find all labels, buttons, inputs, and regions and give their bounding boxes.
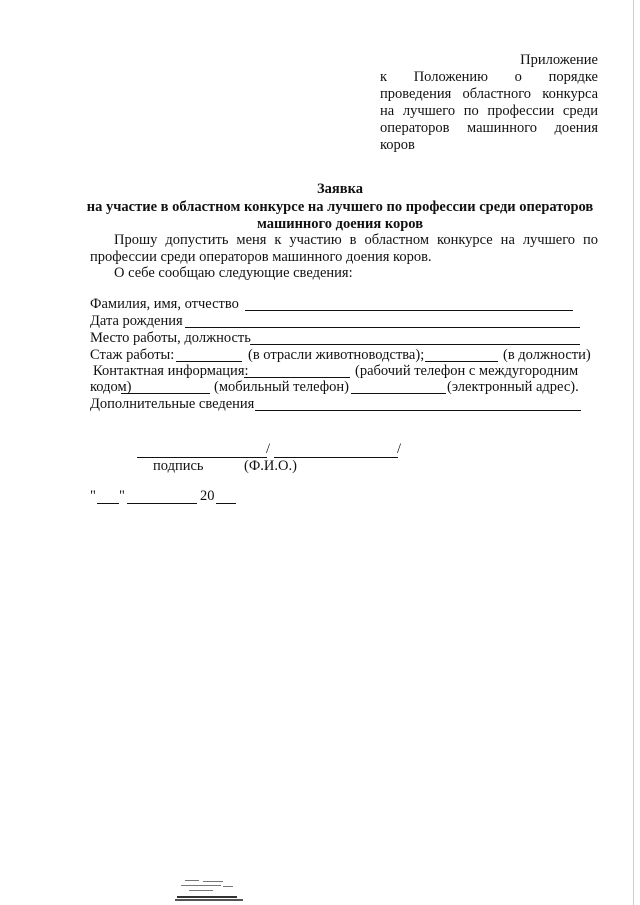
experience-livestock-label: (в отрасли животноводства); bbox=[248, 347, 425, 363]
appendix-heading: Приложение bbox=[520, 52, 598, 68]
date-quote-open: " bbox=[90, 488, 96, 504]
contact-info-label: Контактная информация: bbox=[93, 363, 249, 379]
experience-position-field[interactable] bbox=[425, 361, 498, 362]
mobile-phone-label: (мобильный телефон) bbox=[214, 379, 349, 395]
document-subtitle-line-1: на участие в областном конкурсе на лучшего по профессии среди операторов bbox=[86, 199, 594, 215]
request-paragraph bbox=[90, 232, 598, 266]
experience-label: Стаж работы: bbox=[90, 347, 175, 363]
slash-2: / bbox=[397, 441, 402, 457]
slash-1: / bbox=[266, 441, 271, 457]
mobile-phone-field[interactable] bbox=[121, 393, 210, 394]
email-label: (электронный адрес). bbox=[447, 379, 579, 395]
date-quote-close: " bbox=[119, 488, 125, 504]
appendix-block bbox=[380, 52, 598, 154]
full-name-field[interactable] bbox=[245, 310, 573, 311]
email-field[interactable] bbox=[351, 393, 446, 394]
self-info-intro: О себе сообщаю следующие сведения: bbox=[114, 265, 353, 281]
work-phone-label: (рабочий телефон с междугородним bbox=[355, 363, 579, 379]
experience-livestock-field[interactable] bbox=[176, 361, 242, 362]
document-title: Заявка bbox=[317, 181, 363, 197]
work-phone-field[interactable] bbox=[244, 377, 350, 378]
date-day-field[interactable] bbox=[97, 503, 119, 504]
area-code-label: кодом) bbox=[90, 379, 132, 395]
page-edge bbox=[633, 0, 634, 905]
experience-position-label: (в должности) bbox=[503, 347, 591, 363]
birth-date-field[interactable] bbox=[185, 327, 580, 328]
date-year-field[interactable] bbox=[216, 503, 236, 504]
full-name-label: Фамилия, имя, отчество bbox=[90, 296, 239, 312]
fio-label: (Ф.И.О.) bbox=[244, 458, 297, 474]
appendix-text: к Положению о порядке проведения областного конкурса на лучшего по профессии среди операторов машинного доения коров bbox=[380, 69, 598, 153]
document-subtitle-line-2: машинного доения коров bbox=[256, 216, 424, 232]
additional-info-field[interactable] bbox=[255, 410, 581, 411]
date-year-prefix: 20 bbox=[200, 488, 215, 504]
request-text: Прошу допустить меня к участию в областном конкурсе на лучшего по профессии среди операторов машинного доения коров. bbox=[90, 232, 598, 265]
stamp-smudge bbox=[175, 878, 245, 902]
signature-label: подпись bbox=[153, 458, 204, 474]
workplace-field[interactable] bbox=[250, 344, 580, 345]
workplace-label: Место работы, должность bbox=[90, 330, 251, 346]
date-month-field[interactable] bbox=[127, 503, 197, 504]
additional-info-label: Дополнительные сведения bbox=[90, 396, 255, 412]
birth-date-label: Дата рождения bbox=[90, 313, 183, 329]
